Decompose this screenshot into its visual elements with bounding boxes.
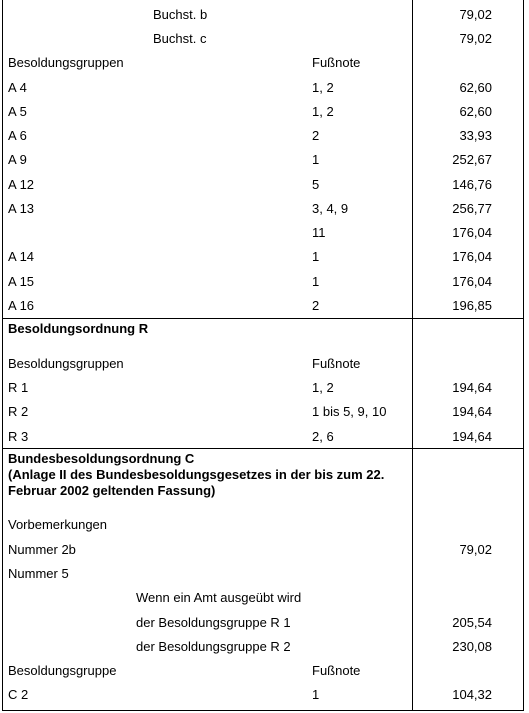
group-cell: C 2 — [8, 687, 29, 702]
group-cell: A 14 — [8, 249, 35, 264]
row-value: 205,54 — [452, 615, 492, 630]
vorbemerkungen-label: Vorbemerkungen — [8, 517, 108, 532]
value-cell: 252,67 — [452, 152, 492, 167]
group-cell: A 13 — [8, 201, 35, 216]
column-header-group: Besoldungsgruppen — [8, 55, 124, 70]
group-cell: R 1 — [8, 380, 29, 395]
section-title-line: (Anlage II des Bundesbesoldungsgesetzes in der bis zum 22. — [8, 467, 385, 482]
footnote-cell: 1, 2 — [312, 80, 334, 95]
row-label: Nummer 2b — [8, 542, 76, 557]
row-label: Nummer 5 — [8, 566, 69, 581]
value-cell: 196,85 — [452, 298, 492, 313]
value-cell: 194,64 — [452, 380, 492, 395]
group-cell: A 12 — [8, 177, 35, 192]
row-value: 79,02 — [459, 542, 492, 557]
footnote-cell: 2 — [312, 128, 320, 143]
row-label: Buchst. b — [153, 7, 208, 22]
group-cell: A 15 — [8, 274, 35, 289]
group-cell: A 4 — [8, 80, 27, 95]
footnote-cell: 5 — [312, 177, 320, 192]
value-cell: 256,77 — [452, 201, 492, 216]
section-title: Besoldungsordnung R — [8, 321, 149, 336]
footnote-cell: 1 — [312, 274, 320, 289]
section-divider — [3, 318, 523, 319]
footnote-cell: 1 — [312, 249, 320, 264]
column-header-footnote: Fußnote — [312, 356, 361, 371]
footnote-cell: 1 — [312, 687, 320, 702]
group-cell: A 16 — [8, 298, 35, 313]
row-label: Buchst. c — [153, 31, 207, 46]
value-cell: 62,60 — [459, 104, 492, 119]
value-cell: 176,04 — [452, 274, 492, 289]
footnote-cell: 1, 2 — [312, 104, 334, 119]
column-header-footnote: Fußnote — [312, 55, 361, 70]
row-label: der Besoldungsgruppe R 2 — [136, 639, 291, 654]
value-cell: 176,04 — [452, 249, 492, 264]
footnote-cell: 11 — [312, 225, 326, 240]
value-cell: 33,93 — [459, 128, 492, 143]
footnote-cell: 3, 4, 9 — [312, 201, 349, 216]
value-cell: 62,60 — [459, 80, 492, 95]
amt-text: Wenn ein Amt ausgeübt wird — [136, 590, 302, 605]
footnote-cell: 2, 6 — [312, 429, 334, 444]
row-value: 230,08 — [452, 639, 492, 654]
group-cell: R 2 — [8, 404, 29, 419]
group-cell: A 5 — [8, 104, 27, 119]
footnote-cell: 1, 2 — [312, 380, 334, 395]
value-cell: 194,64 — [452, 404, 492, 419]
row-value: 79,02 — [459, 31, 492, 46]
column-header-group: Besoldungsgruppe — [8, 663, 117, 678]
row-value: 79,02 — [459, 7, 492, 22]
column-divider — [412, 0, 413, 710]
value-cell: 104,32 — [452, 687, 492, 702]
group-cell: A 6 — [8, 128, 27, 143]
row-label: der Besoldungsgruppe R 1 — [136, 615, 291, 630]
column-header-footnote: Fußnote — [312, 663, 361, 678]
column-header-group: Besoldungsgruppen — [8, 356, 124, 371]
value-cell: 194,64 — [452, 429, 492, 444]
footnote-cell: 2 — [312, 298, 320, 313]
section-title-line: Februar 2002 geltenden Fassung) — [8, 483, 216, 498]
value-cell: 176,04 — [452, 225, 492, 240]
group-cell: A 9 — [8, 152, 27, 167]
footnote-cell: 1 bis 5, 9, 10 — [312, 404, 387, 419]
value-cell: 146,76 — [452, 177, 492, 192]
footnote-cell: 1 — [312, 152, 320, 167]
document-table — [2, 0, 524, 711]
section-title: Bundesbesoldungsordnung C — [8, 451, 195, 466]
group-cell: R 3 — [8, 429, 29, 444]
section-divider — [3, 448, 523, 449]
